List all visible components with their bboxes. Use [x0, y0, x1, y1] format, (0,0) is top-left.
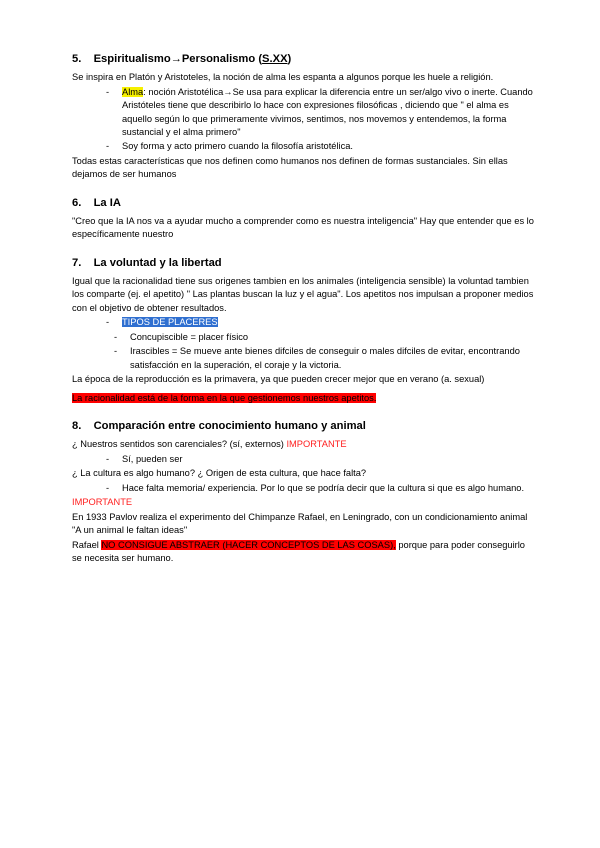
section-5-number: 5. — [72, 53, 82, 65]
section-7-red-banner-wrap — [72, 392, 534, 405]
final-prefix: Rafael — [72, 539, 102, 550]
section-6 — [72, 196, 534, 242]
section-7-title: La voluntad y la libertad — [93, 256, 222, 269]
list-item — [102, 86, 534, 140]
section-5-title: Espiritualismo→Personalismo ( — [93, 53, 263, 65]
alma-highlight: Alma — [122, 86, 144, 97]
section-8-title: Comparación entre conocimiento humano y animal — [93, 420, 366, 433]
tipos-de-placeres-highlight: TIPOS DE PLACERES — [122, 317, 218, 328]
racionalidad-banner: La racionalidad está de la forma en la que gestionemos nuestros apetitos. — [72, 392, 377, 403]
question-1-text: ¿ Nuestros sentidos son carenciales? (sí, externos) — [72, 439, 284, 450]
list-item-text: Soy forma y acto primero cuando la filosofía aristotélica. — [122, 141, 353, 152]
list-item — [110, 331, 534, 344]
section-6-title: La IA — [93, 196, 121, 209]
list-item-text: Hace falta memoria/ experiencia. Por lo que se podría decir que la cultura si que es algo humano. — [122, 482, 525, 493]
section-7-paragraph: Igual que la racionalidad tiene sus origenes tambien en los animales (inteligencia sensible) la voluntad tambien los comparte (ej. el apetito) " Las plantas buscan la luz y el agua". Los apetitos nos impulsan a proponer medios con el objetivo de obtener resultados. — [72, 276, 534, 313]
section-8-heading — [72, 419, 534, 434]
section-7-bullets — [72, 316, 534, 329]
section-5-bullets — [72, 86, 534, 154]
section-5-title-link[interactable]: S.XX — [262, 53, 288, 65]
section-7-closing: La época de la reproducción es la primavera, ya que pueden crecer mejor que en verano (a. sexual) — [72, 374, 485, 385]
section-8-question-1 — [72, 438, 534, 451]
section-5-paragraph: Se inspira en Platón y Aristoteles, la noción de alma les espanta a algunos porque les huele a religión. — [72, 72, 494, 83]
section-6-paragraph: "Creo que la IA nos va a ayudar mucho a comprender como es nuestra inteligencia" Hay que entender que es lo específicamente nuestro — [72, 215, 534, 240]
final-suffix: porque para poder conseguirlo se necesita ser humano. — [72, 539, 525, 564]
section-8-paragraph: En 1933 Pavlov realiza el experimento del Chimpanze Rafael, en Leningrado, con un condicionamiento animal "A un animal le faltan ideas" — [72, 511, 528, 536]
section-8-final — [72, 539, 534, 566]
section-8-importante-tag: IMPORTANTE — [72, 497, 133, 508]
list-item-text: : noción Aristotélica→Se usa para explicar la diferencia entre un ser/algo vivo o inerte. Cuando Aristóteles tiene que describirlo lo hace con expresiones filosóficas , diciendo que " el alma es aquello según lo que primeramente vivimos, sentimos, nos movemos y entendemos, la forma sustancial y el alma primero" — [122, 86, 533, 137]
section-5 — [72, 52, 534, 182]
list-item-text: Irascibles = Se mueve ante bienes difciles de conseguir o males difciles de evitar, encontrando satisfacción en la superación, el coraje y la victoria. — [130, 346, 520, 370]
list-item — [102, 140, 534, 153]
section-7-sub-bullets — [72, 331, 534, 372]
section-5-heading — [72, 52, 534, 67]
section-7 — [72, 256, 534, 405]
list-item-text: Sí, pueden ser — [122, 453, 183, 464]
list-item — [102, 316, 534, 329]
section-8 — [72, 419, 534, 565]
section-5-closing: Todas estas características que nos definen como humanos nos definen de formas sustanciales. Sin ellas dejamos de ser humanos — [72, 155, 508, 180]
section-8-bullets-1 — [72, 453, 534, 466]
list-item-text: Concupiscible = placer físico — [130, 331, 249, 342]
abstraer-highlight: NO CONSIGUE ABSTRAER (HACER CONCEPTOS DE LAS COSAS), — [101, 539, 396, 550]
section-5-title-end: ) — [287, 53, 292, 65]
section-7-number: 7. — [72, 256, 82, 269]
importante-tag: IMPORTANTE — [286, 439, 347, 450]
list-item — [110, 345, 534, 372]
list-item — [102, 453, 534, 466]
section-6-number: 6. — [72, 196, 82, 209]
section-8-bullets-2 — [72, 482, 534, 495]
section-8-question-2: ¿ La cultura es algo humano? ¿ Origen de esta cultura, que hace falta? — [72, 468, 367, 479]
section-6-heading — [72, 196, 534, 211]
section-8-number: 8. — [72, 420, 82, 433]
list-item — [102, 482, 534, 495]
section-7-heading — [72, 256, 534, 271]
